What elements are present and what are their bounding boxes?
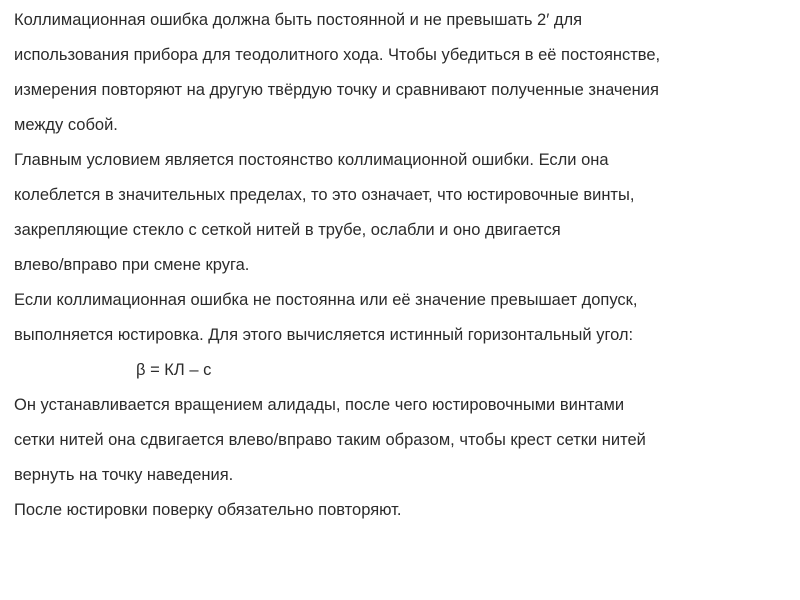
paragraph-adjustment — [14, 283, 794, 353]
text-line: Если коллимационная ошибка не постоянна или её значение превышает допуск, — [14, 291, 638, 309]
text-line: вернуть на точку наведения. — [14, 466, 234, 484]
text-line: между собой. — [14, 116, 118, 134]
paragraph-alidade — [14, 388, 794, 493]
text-line: колеблется в значительных пределах, то это означает, что юстировочные винты, — [14, 186, 635, 204]
text-line: Коллимационная ошибка должна быть постоянной и не превышать 2′ для — [14, 11, 583, 29]
text-line: Он устанавливается вращением алидады, после чего юстировочными винтами — [14, 396, 625, 414]
text-line: закрепляющие стекло с сеткой нитей в трубе, ослабли и оно двигается — [14, 221, 561, 239]
text-line: влево/вправо при смене круга. — [14, 256, 250, 274]
formula: β = КЛ – c — [136, 361, 212, 379]
text-line: Главным условием является постоянство коллимационной ошибки. Если она — [14, 151, 609, 169]
document-body — [14, 3, 794, 528]
paragraph-main-condition — [14, 143, 794, 283]
paragraph-collimation-requirement — [14, 3, 794, 143]
text-line: выполняется юстировка. Для этого вычисляется истинный горизонтальный угол: — [14, 326, 634, 344]
text-line: сетки нитей она сдвигается влево/вправо таким образом, чтобы крест сетки нитей — [14, 431, 646, 449]
text-line: использования прибора для теодолитного хода. Чтобы убедиться в её постоянстве, — [14, 46, 661, 64]
text-line: После юстировки поверку обязательно повторяют. — [14, 501, 402, 519]
text-line: измерения повторяют на другую твёрдую точку и сравнивают полученные значения — [14, 81, 659, 99]
formula-block — [14, 353, 794, 388]
paragraph-repeat-check — [14, 493, 794, 528]
